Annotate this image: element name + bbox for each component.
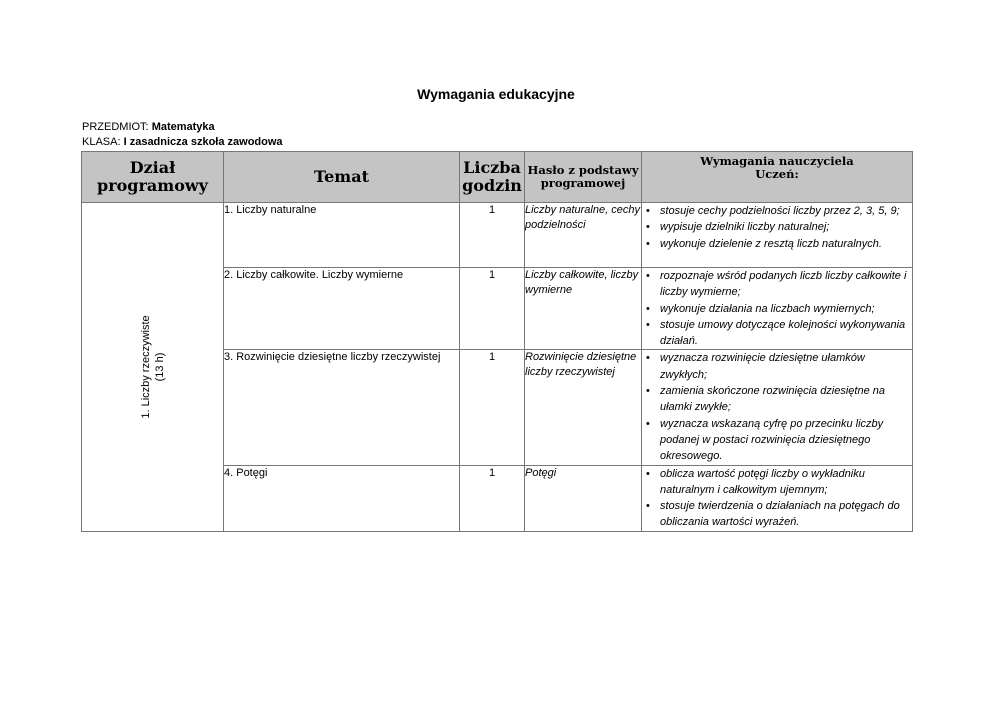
subject-label: PRZEDMIOT: (82, 121, 149, 133)
section-label (139, 315, 167, 418)
requirement-item: • zamienia skończone rozwinięcia dziesiętne na ułamki zwykłe; (642, 383, 912, 416)
header-wymagania (642, 152, 913, 203)
requirement-item: • oblicza wartość potęgi liczby o wykładniku naturalnym i całkowitym ujemnym; (642, 466, 912, 499)
temat-cell: 4. Potęgi (224, 465, 460, 531)
wymagania-cell (642, 268, 913, 350)
requirement-item: • stosuje twierdzenia o działaniach na potęgach do obliczania wartości wyrażeń. (642, 498, 912, 531)
header-wymagania-title: Wymagania nauczyciela (700, 154, 854, 168)
class-label: KLASA: (82, 136, 121, 148)
requirement-item: • wyznacza rozwinięcie dziesiętne ułamków zwykłych; (642, 350, 912, 383)
requirement-item: • wypisuje dzielniki liczby naturalnej; (642, 219, 912, 235)
section-hours: (13 h) (153, 352, 166, 382)
wymagania-cell (642, 350, 913, 465)
section-name: 1. Liczby rzeczywiste (139, 315, 152, 419)
header-dzial: Dział programowy (82, 152, 224, 203)
requirement-item: • wykonuje działania na liczbach wymiernych; (642, 301, 912, 317)
document-title: Wymagania edukacyjne (417, 86, 575, 102)
table-row (82, 203, 913, 268)
godziny-cell: 1 (460, 203, 525, 268)
requirement-item: • stosuje umowy dotyczące kolejności wykonywania działań. (642, 317, 912, 350)
haslo-cell: Liczby naturalne, cechy podzielności (525, 203, 642, 268)
header-temat: Temat (224, 152, 460, 203)
godziny-cell: 1 (460, 465, 525, 531)
requirement-item: • wyznacza wskazaną cyfrę po przecinku liczby podanej w postaci rozwinięcia dziesiętnego okresowego. (642, 416, 912, 465)
temat-cell: 1. Liczby naturalne (224, 203, 460, 268)
wymagania-cell (642, 465, 913, 531)
haslo-cell: Liczby całkowite, liczby wymierne (525, 268, 642, 350)
requirement-item: • rozpoznaje wśród podanych liczb liczby całkowite i liczby wymierne; (642, 268, 912, 301)
class-line (82, 136, 283, 148)
godziny-cell: 1 (460, 268, 525, 350)
subject-line (82, 121, 215, 133)
temat-cell: 3. Rozwinięcie dziesiętne liczby rzeczywistej (224, 350, 460, 465)
section-cell (82, 203, 224, 532)
header-wymagania-sub: Uczeń: (755, 167, 799, 182)
subject-value: Matematyka (151, 121, 215, 133)
godziny-cell: 1 (460, 350, 525, 465)
haslo-cell: Potęgi (525, 465, 642, 531)
requirements-table (81, 151, 913, 532)
temat-cell: 2. Liczby całkowite. Liczby wymierne (224, 268, 460, 350)
wymagania-cell (642, 203, 913, 268)
haslo-cell: Rozwinięcie dziesiętne liczby rzeczywistej (525, 350, 642, 465)
header-row (82, 152, 913, 203)
header-liczba-godzin: Liczba godzin (460, 152, 525, 203)
class-value: I zasadnicza szkoła zawodowa (123, 136, 283, 148)
header-haslo: Hasło z podstawy programowej (525, 152, 642, 203)
requirement-item: • wykonuje dzielenie z resztą liczb naturalnych. (642, 236, 912, 252)
requirement-item: • stosuje cechy podzielności liczby przez 2, 3, 5, 9; (642, 203, 912, 219)
